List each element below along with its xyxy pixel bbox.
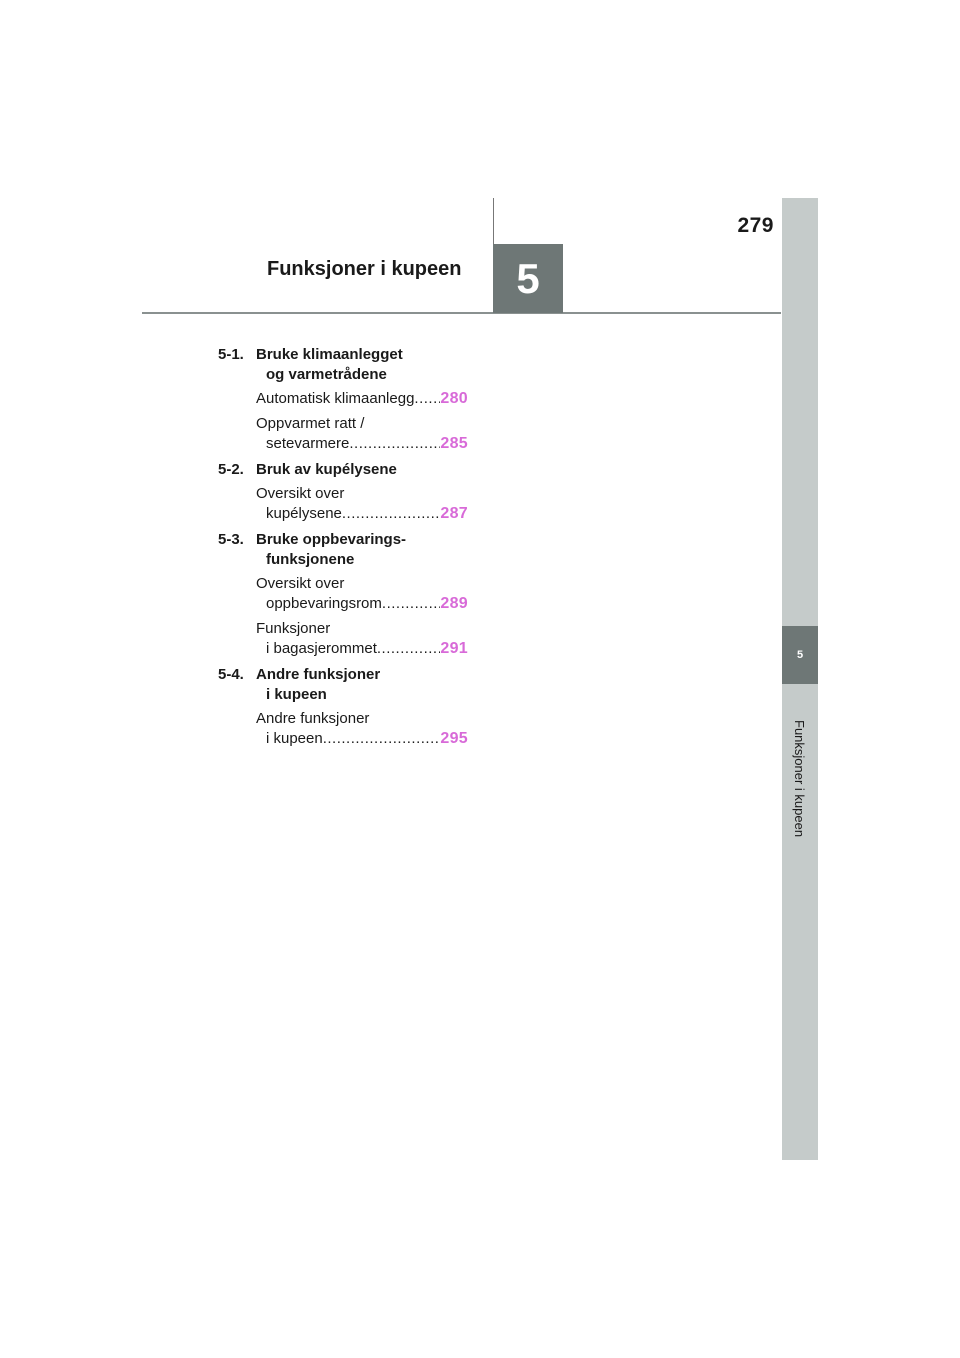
toc-section-title-line1: Andre funksjoner bbox=[256, 666, 381, 683]
toc-entry-leader bbox=[377, 639, 441, 659]
toc-entry-title-line1: Oversikt over bbox=[256, 575, 345, 592]
toc-section-number: 5-4. bbox=[218, 666, 244, 683]
table-of-contents bbox=[218, 345, 468, 755]
page-number: 279 bbox=[737, 214, 774, 237]
toc-section-title-line1: Bruke klimaanlegget bbox=[256, 346, 403, 363]
toc-section-title-line1: Bruk av kupélysene bbox=[256, 461, 397, 478]
toc-section-title-line1: Bruke oppbevarings- bbox=[256, 531, 407, 548]
side-tab-number-label: 5 bbox=[796, 649, 804, 661]
toc-entry[interactable] bbox=[218, 389, 468, 409]
chapter-number: 5 bbox=[516, 254, 540, 302]
header-divider-vertical bbox=[493, 198, 494, 244]
toc-entry[interactable] bbox=[218, 619, 468, 659]
toc-entry-page-link[interactable]: 287 bbox=[440, 505, 468, 522]
toc-entry-leader bbox=[323, 729, 441, 749]
toc-entry-title-line1: Funksjoner bbox=[256, 620, 331, 637]
toc-section-heading[interactable] bbox=[218, 665, 468, 705]
toc-section-heading[interactable] bbox=[218, 530, 468, 570]
toc-section-number: 5-3. bbox=[218, 531, 244, 548]
toc-entry-leader bbox=[382, 594, 440, 614]
side-tab-number[interactable] bbox=[782, 626, 818, 684]
toc-section-number: 5-1. bbox=[218, 346, 244, 363]
toc-section-heading[interactable] bbox=[218, 345, 468, 385]
toc-section-title-line2: funksjonene bbox=[266, 551, 355, 568]
toc-entry-title-line2: kupélysene bbox=[266, 505, 342, 522]
toc-entry-page-link[interactable]: 295 bbox=[440, 730, 468, 747]
toc-entry-title-line1: Andre funksjoner bbox=[256, 710, 370, 727]
toc-section-title-line2: og varmetrådene bbox=[266, 366, 387, 383]
toc-section-title-line2: i kupeen bbox=[266, 686, 327, 703]
side-tab-label-text: Funksjoner i kupeen bbox=[792, 720, 807, 838]
toc-entry-page-link[interactable]: 285 bbox=[440, 435, 468, 452]
toc-entry-leader bbox=[414, 389, 440, 409]
toc-entry[interactable] bbox=[218, 709, 468, 749]
toc-entry-page-link[interactable]: 280 bbox=[440, 390, 468, 407]
toc-section-number: 5-2. bbox=[218, 461, 244, 478]
toc-entry-title-line2: i bagasjerommet bbox=[266, 640, 377, 657]
toc-entry[interactable] bbox=[218, 414, 468, 454]
toc-section-heading[interactable] bbox=[218, 460, 468, 480]
toc-entry[interactable] bbox=[218, 484, 468, 524]
chapter-number-box bbox=[493, 244, 563, 313]
chapter-title: Funksjoner i kupeen bbox=[267, 258, 462, 280]
toc-section-5-2 bbox=[218, 460, 468, 524]
toc-section-5-3 bbox=[218, 530, 468, 659]
toc-entry[interactable] bbox=[218, 574, 468, 614]
toc-entry-title-line1: Oppvarmet ratt / bbox=[256, 415, 365, 432]
toc-entry-title-line2: setevarmere bbox=[266, 435, 350, 452]
header-rule bbox=[142, 312, 781, 314]
toc-entry-title-line2: oppbevaringsrom bbox=[266, 595, 382, 612]
toc-entry-title-line1: Oversikt over bbox=[256, 485, 345, 502]
toc-entry-page-link[interactable]: 289 bbox=[440, 595, 468, 612]
toc-section-5-4 bbox=[218, 665, 468, 749]
toc-entry-leader bbox=[349, 434, 440, 454]
toc-entry-leader bbox=[342, 504, 441, 524]
toc-section-5-1 bbox=[218, 345, 468, 454]
toc-entry-page-link[interactable]: 291 bbox=[440, 640, 468, 657]
toc-entry-title-line2: i kupeen bbox=[266, 730, 323, 747]
toc-entry-title: Automatisk klimaanlegg bbox=[256, 390, 415, 407]
